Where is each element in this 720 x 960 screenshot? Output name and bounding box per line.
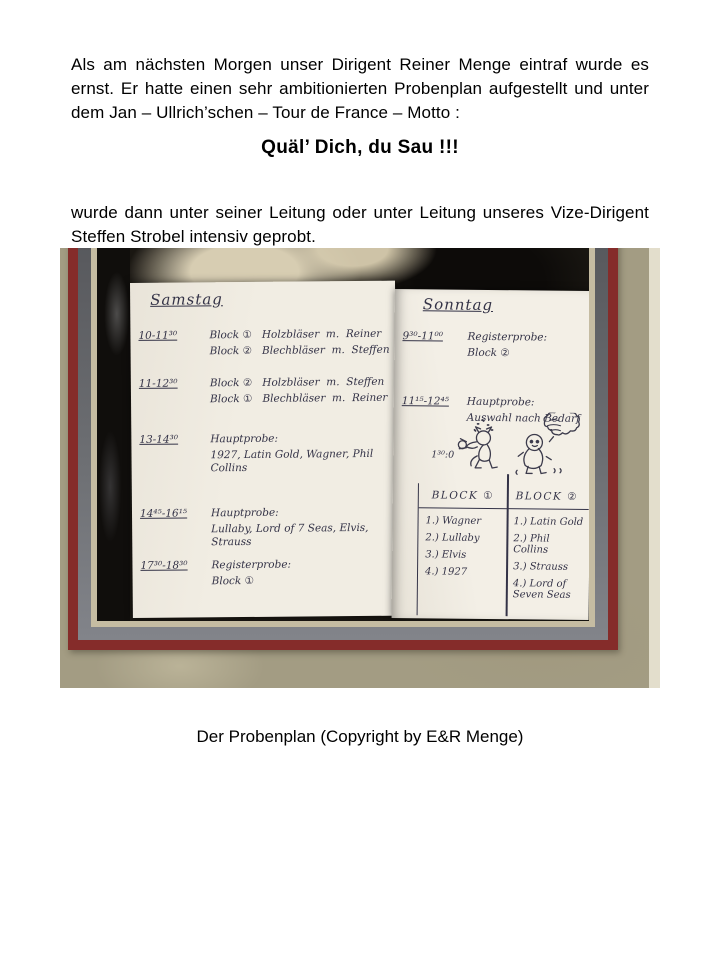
- schedule-row: [138, 328, 389, 359]
- schedule-row: [140, 559, 291, 589]
- intro-paragraph: Als am nächsten Morgen unser Dirigent Reiner Menge eintraf wurde es ernst. Er hatte einen sehr ambitionierten Probenplan aufgestellt und unter dem Jan – Ullrich’schen – Tour de France – Motto :: [71, 55, 649, 122]
- time-label: 10-11³⁰: [138, 329, 178, 342]
- block-table: [417, 483, 589, 617]
- time-label: 17³⁰-18³⁰: [140, 559, 188, 572]
- schedule-line: Lullaby, Lord of 7 Seas, Elvis, Strauss: [211, 521, 372, 549]
- bw-photo: [97, 248, 589, 621]
- frame-mat: [78, 248, 608, 640]
- doodle-time-label: 1³⁰:0: [431, 449, 455, 461]
- schedule-line: Registerprobe:: [467, 330, 548, 344]
- block-table-cell: 4.) Lord of Seven Seas: [512, 578, 571, 601]
- schedule-line: Hauptprobe:: [466, 395, 535, 409]
- block-table-col-2: [506, 509, 587, 601]
- schedule-line: Block ① Blechbläser m. Reiner: [209, 391, 388, 406]
- block-table-col-1: [418, 508, 507, 600]
- schedule-row: [402, 330, 547, 361]
- block-table-cell: 2.) Lullaby: [425, 532, 480, 544]
- time-label: 11-12³⁰: [138, 377, 178, 390]
- probenplan-photo: [60, 248, 660, 688]
- block-table-cell: 1.) Latin Gold: [513, 516, 584, 528]
- block-table-cell: 3.) Elvis: [425, 549, 467, 561]
- schedule-row: [139, 376, 388, 407]
- schedule-line: Block ① Holzbläser m. Reiner: [209, 327, 382, 342]
- schedule-line: Block ② Holzbläser m. Steffen: [209, 375, 385, 390]
- wall-light-band: [649, 248, 660, 688]
- schedule-line: Auswahl nach Bedarf: [466, 411, 580, 425]
- block-table-cell: 2.) Phil Collins: [513, 533, 550, 556]
- block-table-header-1: BLOCK ①: [431, 489, 495, 503]
- block-table-cell: 1.) Wagner: [425, 515, 482, 527]
- schedule-row: [139, 432, 396, 476]
- time-label: 9³⁰-11⁰⁰: [402, 330, 444, 343]
- schedule-line: Block ②: [467, 346, 510, 360]
- time-label: 14⁴⁵-16¹⁵: [139, 507, 188, 520]
- schedule-row: [140, 506, 397, 550]
- photo-caption: Der Probenplan (Copyright by E&R Menge): [196, 727, 524, 746]
- picture-frame: [68, 248, 618, 650]
- block-table-header-2: BLOCK ②: [515, 490, 579, 503]
- motto-heading: Quäl’ Dich, du Sau !!!: [261, 137, 459, 158]
- left-page: [130, 281, 398, 618]
- sonntag-title: Sonntag: [422, 295, 494, 315]
- schedule-line: Registerprobe:: [211, 558, 292, 572]
- schedule-line: Block ② Blechbläser m. Steffen: [209, 343, 390, 358]
- second-paragraph: wurde dann unter seiner Leitung oder unter Leitung unseres Vize-Dirigent Steffen Strobel intensiv geprobt.: [71, 203, 649, 246]
- block-table-cell: 4.) 1927: [424, 566, 468, 578]
- schedule-line: Block ①: [211, 574, 255, 588]
- block-table-cell: 3.) Strauss: [513, 561, 569, 573]
- time-label: 13-14³⁰: [139, 433, 179, 446]
- time-label: 11¹⁵-12⁴⁵: [401, 395, 449, 408]
- schedule-line: Hauptprobe:: [210, 432, 279, 446]
- frame-liner: [91, 248, 595, 627]
- right-page: [392, 289, 589, 620]
- schedule-line: Hauptprobe:: [210, 506, 279, 520]
- samstag-title: Samstag: [150, 290, 223, 309]
- bw-photo-left-strip: [97, 248, 130, 621]
- schedule-line: 1927, Latin Gold, Wagner, Phil Collins: [210, 447, 377, 475]
